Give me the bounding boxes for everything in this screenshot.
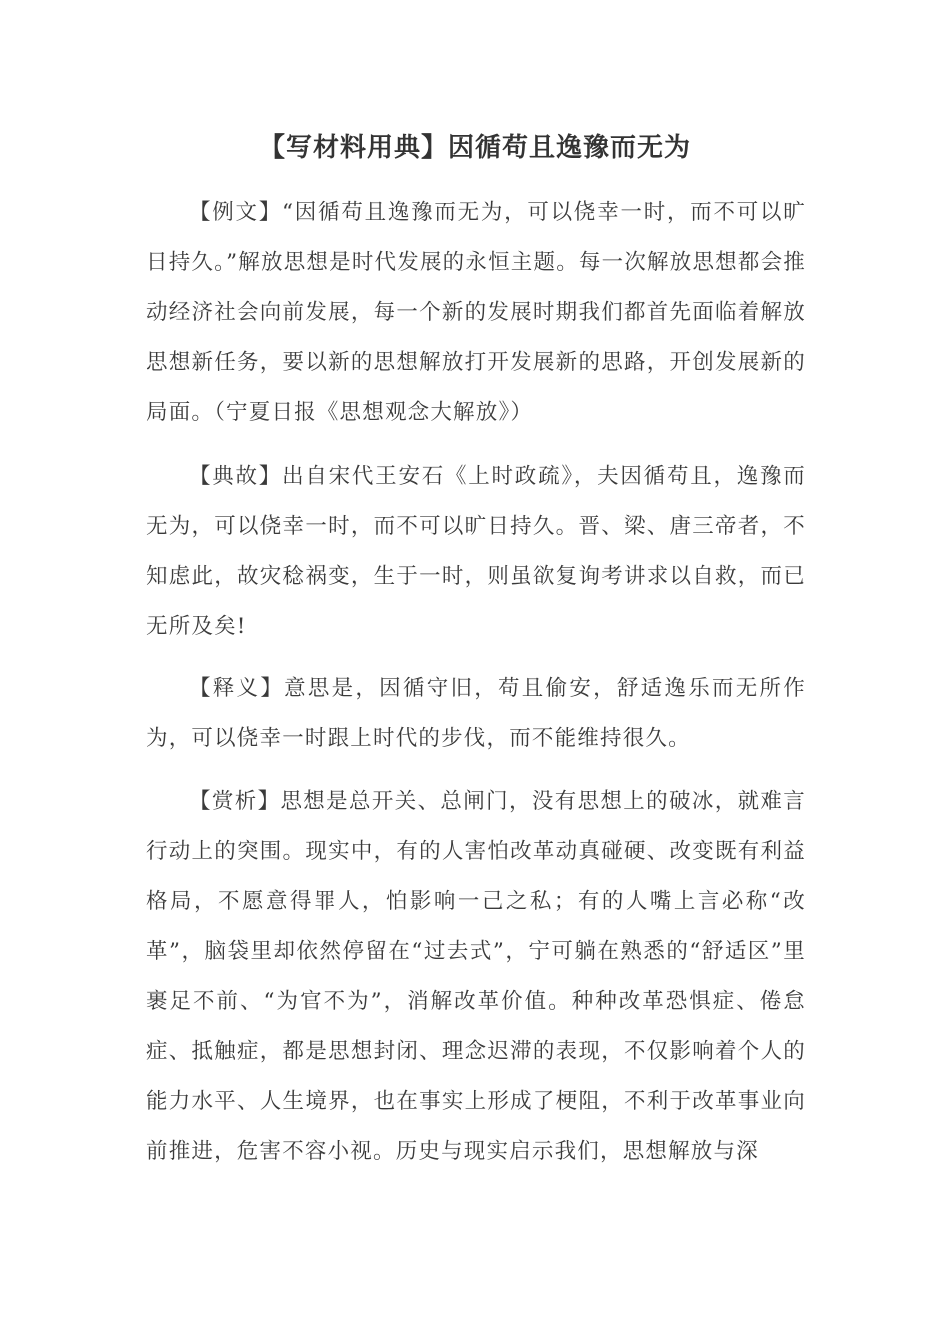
paragraph-appreciation — [146, 777, 806, 1177]
paragraph-allusion — [146, 452, 806, 652]
paragraph-meaning — [146, 664, 806, 764]
section-label-example: 【例文】 — [189, 200, 283, 225]
document-title: 【写材料用典】因循苟且逸豫而无为 — [258, 133, 691, 163]
section-text-example: “因循苟且逸豫而无为，可以侥幸一时，而不可以旷日持久。”解放思想是时代发展的永恒主题。每一次解放思想都会推动经济社会向前发展，每一个新的发展时期我们都首先面临着解放思想新任务，要以新的思想解放打开发展新的思路，开创发展新的局面。（宁夏日报《思想观念大解放》） — [146, 200, 806, 425]
section-label-meaning: 【释义】 — [189, 676, 285, 701]
section-text-allusion: 出自宋代王安石《上时政疏》，夫因循苟且，逸豫而无为，可以侥幸一时，而不可以旷日持久。晋、梁、唐三帝者，不知虑此，故灾稔祸变，生于一时，则虽欲复询考讲求以自救，而已无所及矣! — [146, 464, 806, 639]
section-text-meaning: 意思是，因循守旧，苟且偷安，舒适逸乐而无所作为，可以侥幸一时跟上时代的步伐，而不能维持很久。 — [146, 676, 806, 751]
section-label-appreciation: 【赏析】 — [189, 789, 281, 814]
section-label-allusion: 【典故】 — [189, 464, 283, 489]
paragraph-example — [146, 188, 806, 438]
section-text-appreciation: 思想是总开关、总闸门，没有思想上的破冰，就难言行动上的突围。现实中，有的人害怕改革动真碰硬、改变既有利益格局，不愿意得罪人，怕影响一己之私；有的人嘴上言必称“改革”，脑袋里却依然停留在“过去式”，宁可躺在熟悉的“舒适区”里裹足不前、“为官不为”，消解改革价值。种种改革恐惧症、倦怠症、抵触症，都是思想封闭、理念迟滞的表现，不仅影响着个人的能力水平、人生境界，也在事实上形成了梗阻，不利于改革事业向前推进，危害不容小视。历史与现实启示我们，思想解放与深 — [146, 789, 806, 1164]
